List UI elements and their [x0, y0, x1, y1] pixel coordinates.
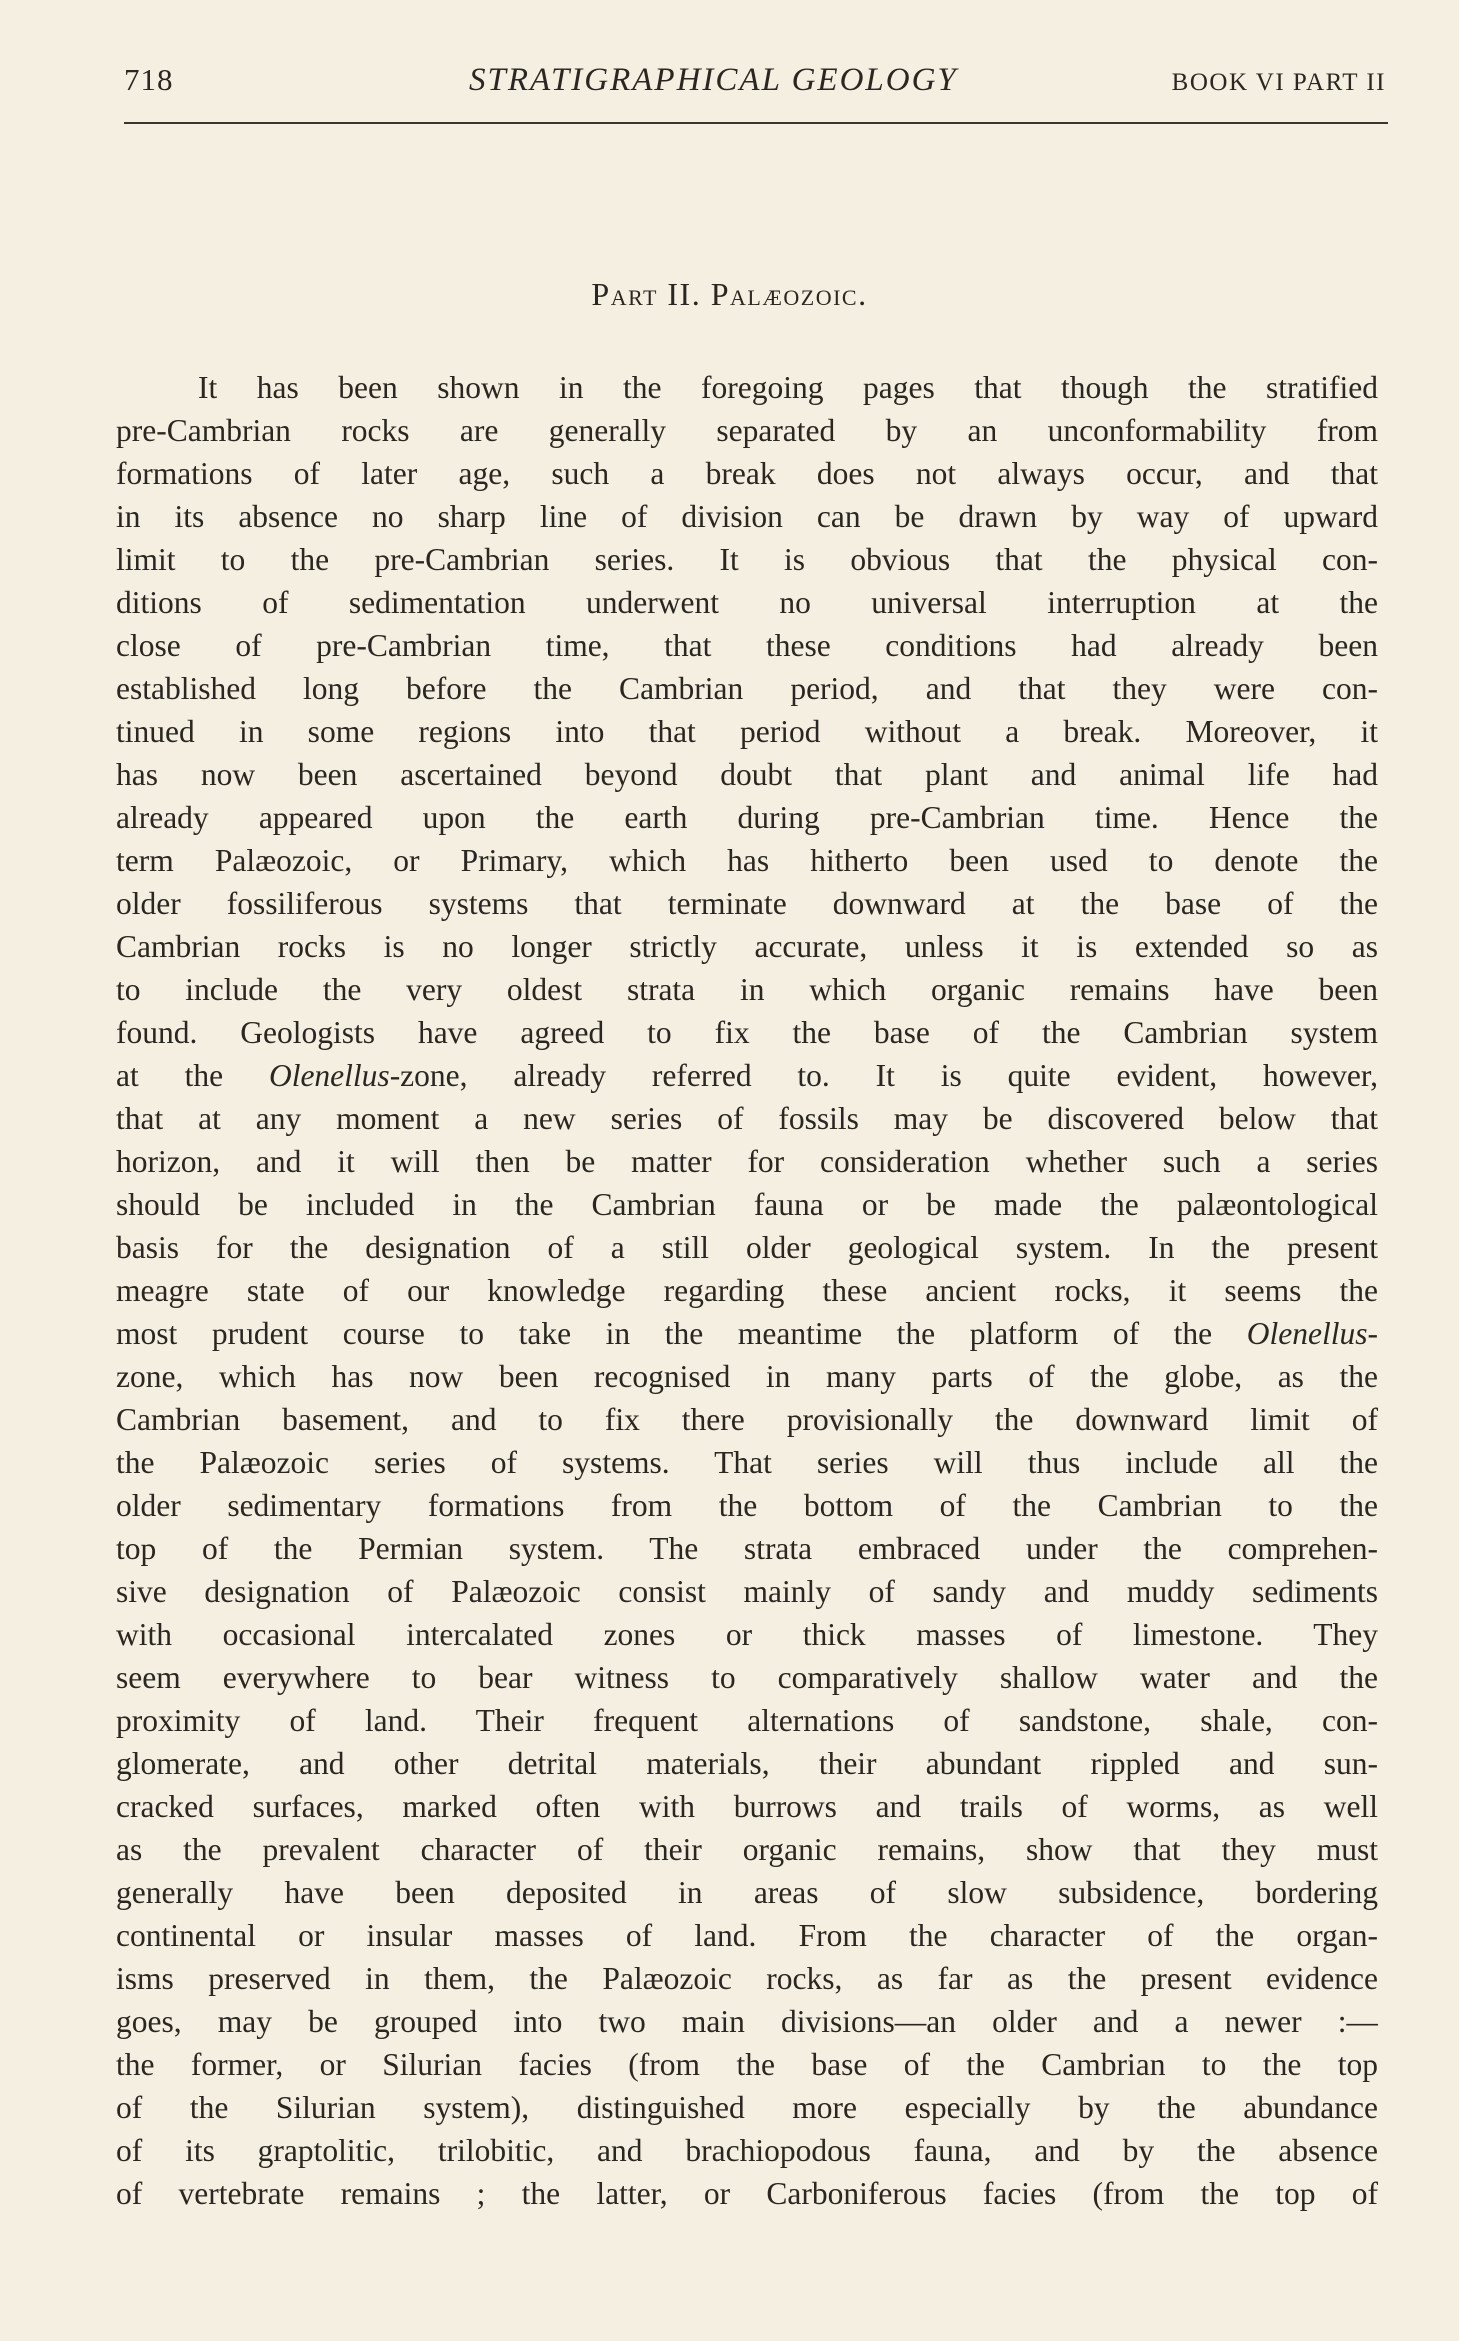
text-segment: limit to the pre-Cambrian series. It is obvious that the physical con-	[116, 542, 1378, 577]
text-line	[116, 1398, 1378, 1441]
text-line	[116, 968, 1378, 1011]
text-line	[116, 925, 1378, 968]
text-segment: continental or insular masses of land. From the character of the organ-	[116, 1918, 1378, 1953]
text-segment: the Palæozoic series of systems. That series will thus include all the	[116, 1445, 1378, 1480]
text-line	[116, 2129, 1378, 2172]
text-line	[116, 1613, 1378, 1656]
page-number: 718	[124, 62, 174, 97]
text-line	[116, 710, 1378, 753]
text-segment: glomerate, and other detrital materials, their abundant rippled and sun-	[116, 1746, 1378, 1781]
text-segment: It has been shown in the foregoing pages that though the stratified	[198, 370, 1378, 405]
text-line	[116, 1441, 1378, 1484]
text-segment: isms preserved in them, the Palæozoic rocks, as far as the present evidence	[116, 1961, 1378, 1996]
text-line	[116, 1484, 1378, 1527]
running-title: STRATIGRAPHICAL GEOLOGY	[469, 62, 958, 98]
text-segment: established long before the Cambrian period, and that they were con-	[116, 671, 1378, 706]
text-segment: pre-Cambrian rocks are generally separated by an unconformability from	[116, 413, 1378, 448]
text-line	[116, 581, 1378, 624]
body-paragraph	[116, 366, 1378, 2215]
text-segment: most prudent course to take in the meantime the platform of the	[116, 1316, 1247, 1351]
text-segment: older sedimentary formations from the bottom of the Cambrian to the	[116, 1488, 1378, 1523]
text-line	[116, 495, 1378, 538]
text-line	[116, 1011, 1378, 1054]
text-line	[116, 1656, 1378, 1699]
text-segment: basis for the designation of a still older geological system. In the present	[116, 1230, 1378, 1265]
text-line	[116, 1957, 1378, 2000]
text-segment: found. Geologists have agreed to fix the base of the Cambrian system	[116, 1015, 1378, 1050]
text-segment: in its absence no sharp line of division can be drawn by way of upward	[116, 499, 1378, 534]
text-segment: zone, which has now been recognised in many parts of the globe, as the	[116, 1359, 1378, 1394]
part-heading: Part II. Palæozoic.	[591, 276, 868, 312]
text-line	[116, 667, 1378, 710]
text-segment: of its graptolitic, trilobitic, and brachiopodous fauna, and by the absence	[116, 2133, 1378, 2168]
text-line	[116, 366, 1378, 409]
text-segment: the former, or Silurian facies (from the base of the Cambrian to the top	[116, 2047, 1378, 2082]
text-segment: with occasional intercalated zones or thick masses of limestone. They	[116, 1617, 1378, 1652]
text-segment: generally have been deposited in areas of slow subsidence, bordering	[116, 1875, 1378, 1910]
text-line	[116, 1226, 1378, 1269]
text-line	[116, 1527, 1378, 1570]
text-segment: of the Silurian system), distinguished more especially by the abundance	[116, 2090, 1378, 2125]
text-segment: that at any moment a new series of fossils may be discovered below that	[116, 1101, 1378, 1136]
text-line	[116, 2043, 1378, 2086]
text-line	[116, 2172, 1378, 2215]
text-line	[116, 409, 1378, 452]
text-line	[116, 796, 1378, 839]
text-line	[116, 1183, 1378, 1226]
text-line	[116, 882, 1378, 925]
text-segment: should be included in the Cambrian fauna or be made the palæontological	[116, 1187, 1378, 1222]
text-line	[116, 1312, 1378, 1355]
text-line	[116, 1742, 1378, 1785]
text-segment: meagre state of our knowledge regarding these ancient rocks, it seems the	[116, 1273, 1378, 1308]
text-segment: cracked surfaces, marked often with burrows and trails of worms, as well	[116, 1789, 1378, 1824]
text-segment: close of pre-Cambrian time, that these conditions had already been	[116, 628, 1378, 663]
text-segment: -zone, already referred to. It is quite evident, however,	[389, 1058, 1378, 1093]
text-line	[116, 1828, 1378, 1871]
text-segment: ditions of sedimentation underwent no universal interruption at the	[116, 585, 1378, 620]
text-line	[116, 1269, 1378, 1312]
text-line	[116, 538, 1378, 581]
text-segment: has now been ascertained beyond doubt that plant and animal life had	[116, 757, 1378, 792]
text-segment: of vertebrate remains ; the latter, or Carboniferous facies (from the top of	[116, 2176, 1378, 2211]
running-head	[124, 62, 1386, 104]
text-segment: proximity of land. Their frequent alternations of sandstone, shale, con-	[116, 1703, 1378, 1738]
section-reference: BOOK VI PART II	[1171, 69, 1386, 96]
text-segment: sive designation of Palæozoic consist mainly of sandy and muddy sediments	[116, 1574, 1378, 1609]
text-line	[116, 624, 1378, 667]
text-line	[116, 1570, 1378, 1613]
text-segment: goes, may be grouped into two main divisions—an older and a newer :—	[116, 2004, 1378, 2039]
text-segment: already appeared upon the earth during pre-Cambrian time. Hence the	[116, 800, 1378, 835]
text-line	[116, 452, 1378, 495]
text-line	[116, 1785, 1378, 1828]
text-line	[116, 1097, 1378, 1140]
text-line	[116, 1355, 1378, 1398]
text-segment: Cambrian rocks is no longer strictly accurate, unless it is extended so as	[116, 929, 1378, 964]
text-segment: formations of later age, such a break does not always occur, and that	[116, 456, 1378, 491]
text-line	[116, 839, 1378, 882]
text-segment: seem everywhere to bear witness to comparatively shallow water and the	[116, 1660, 1378, 1695]
text-segment: to include the very oldest strata in which organic remains have been	[116, 972, 1378, 1007]
text-segment: older fossiliferous systems that terminate downward at the base of the	[116, 886, 1378, 921]
italic-term: Olenellus	[268, 1058, 390, 1093]
text-segment: term Palæozoic, or Primary, which has hitherto been used to denote the	[116, 843, 1378, 878]
text-line	[116, 753, 1378, 796]
text-line	[116, 1699, 1378, 1742]
text-line	[116, 2000, 1378, 2043]
italic-term: Olenellus-	[1246, 1316, 1378, 1351]
text-line	[116, 1871, 1378, 1914]
text-segment: horizon, and it will then be matter for consideration whether such a series	[116, 1144, 1378, 1179]
text-line	[116, 2086, 1378, 2129]
text-line	[116, 1140, 1378, 1183]
text-segment: top of the Permian system. The strata embraced under the comprehen-	[116, 1531, 1378, 1566]
text-line	[116, 1054, 1378, 1097]
header-rule	[124, 122, 1388, 124]
text-segment: at the	[116, 1058, 269, 1093]
text-segment: Cambrian basement, and to fix there provisionally the downward limit of	[116, 1402, 1378, 1437]
text-line	[116, 1914, 1378, 1957]
text-segment: tinued in some regions into that period without a break. Moreover, it	[116, 714, 1378, 749]
text-segment: as the prevalent character of their organic remains, show that they must	[116, 1832, 1378, 1867]
